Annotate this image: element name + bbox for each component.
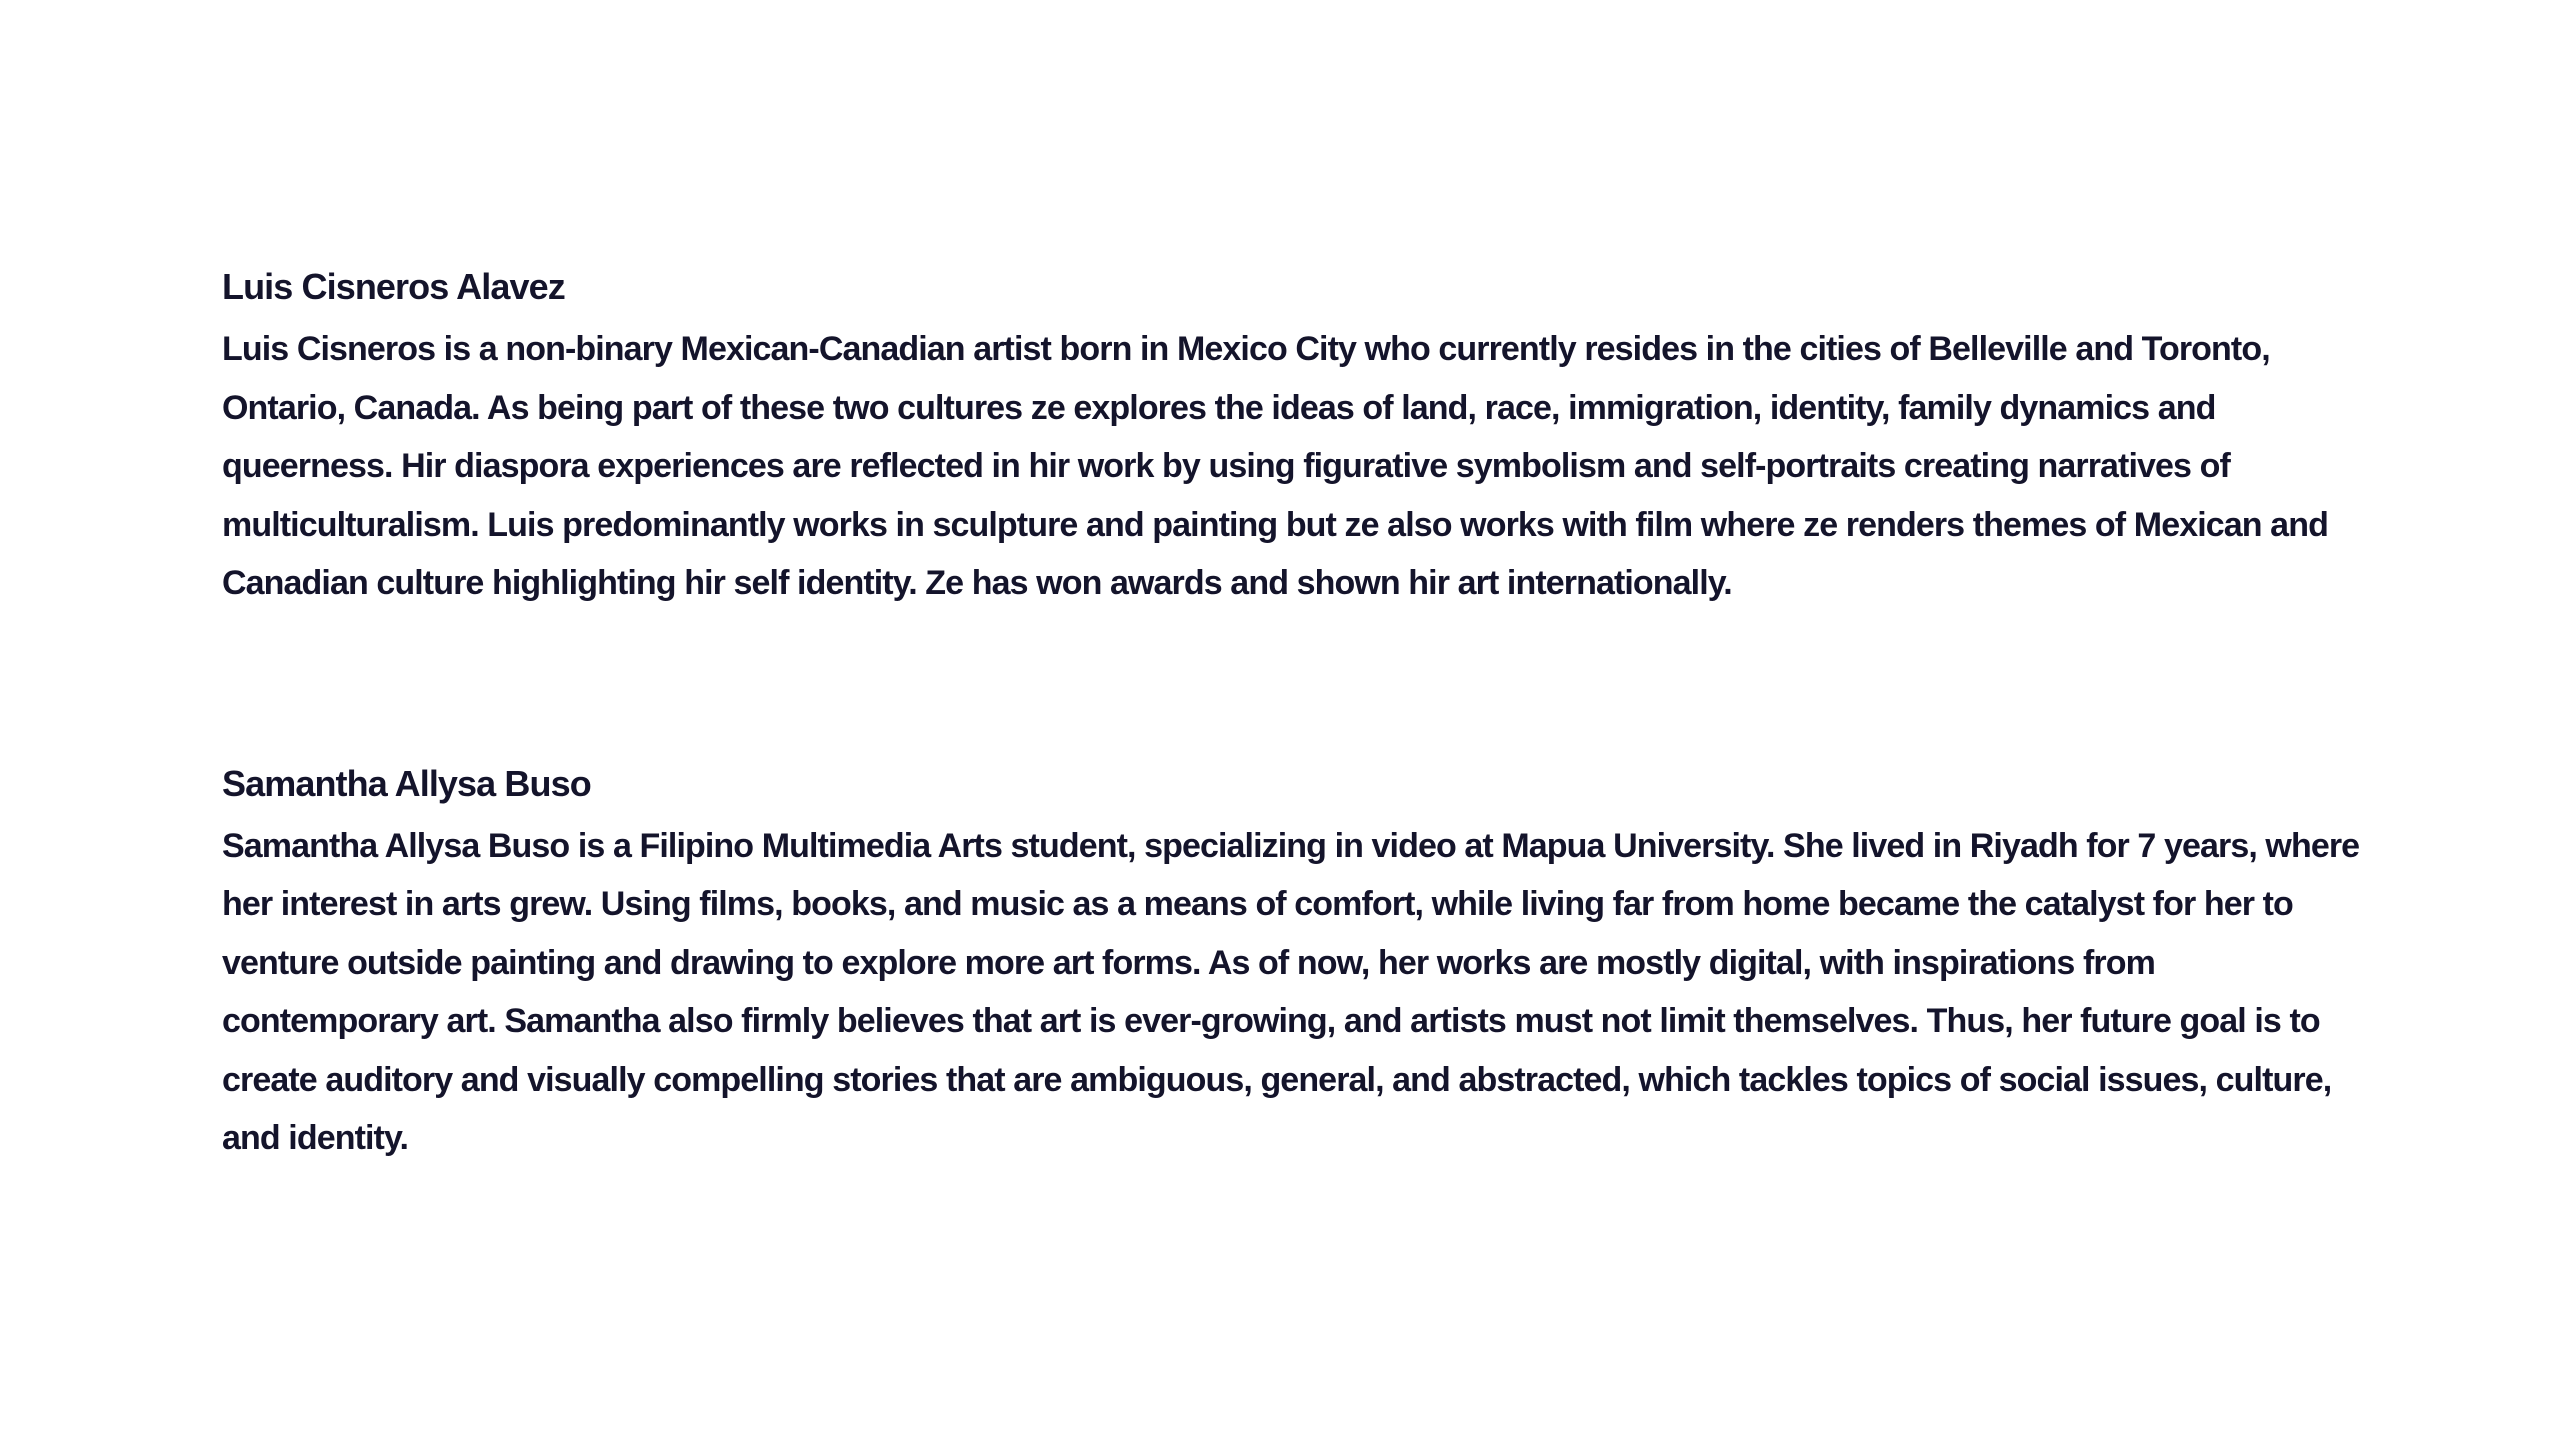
artist-name: Luis Cisneros Alavez (222, 266, 565, 307)
artist-bio-text: Luis Cisneros is a non-binary Mexican-Canadian artist born in Mexico City who currently resides in the cities of Belleville and Toronto, Ontario, Canada. As being part of these two cultures ze explores the ideas of land, race, immigration, identity, family dynamics and queerness. Hir diaspora experiences are reflected in hir work by using figurative symbolism and self-portraits creating narratives of multiculturalism. Luis predominantly works in sculpture and painting but ze also works with film where ze renders themes of Mexican and Canadian culture highlighting hir self identity. Ze has won awards and shown hir art internationally. (222, 330, 2328, 602)
artist-bio-text: Samantha Allysa Buso is a Filipino Multimedia Arts student, specializing in video at Mapua University. She lived in Riyadh for 7 years, where her interest in arts grew. Using films, books, and music as a means of comfort, while living far from home became the catalyst for her to venture outside painting and drawing to explore more art forms. As of now, her works are mostly digital, with inspirations from contemporary art. Samantha also firmly believes that art is ever-growing, and artists must not limit themselves. Thus, her future goal is to create auditory and visually compelling stories that are ambiguous, general, and abstracted, which tackles topics of social issues, culture, and identity. (222, 826, 2360, 1157)
artist-name: Samantha Allysa Buso (222, 762, 591, 804)
artist-bios (222, 262, 2372, 1168)
artist-bio-samantha (222, 759, 2372, 1168)
artist-bio-luis (222, 262, 2372, 613)
